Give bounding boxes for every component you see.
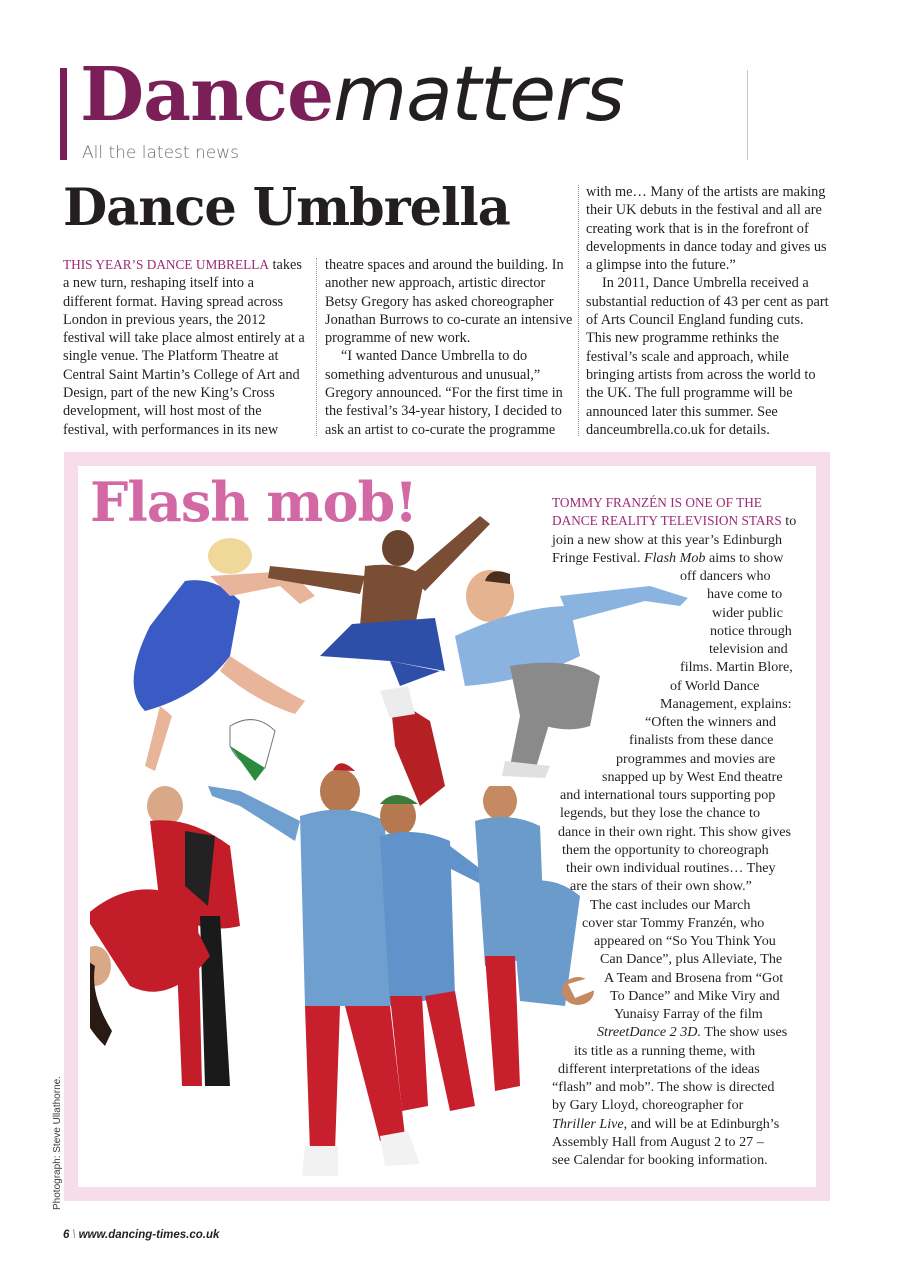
article-lead-in: THIS YEAR’S DANCE UMBRELLA — [63, 257, 269, 272]
flashmob-text-line: to — [781, 513, 797, 530]
flashmob-text-line: different interpretations of the ideas — [558, 1060, 760, 1077]
flashmob-title: Flash mob! — [90, 470, 417, 534]
masthead-accent-bar — [60, 68, 67, 160]
article-text: takes a new turn, reshaping itself into a different format. Having spread across London in previous years, the 2012 festival will take place almost entirely at a single venue. The Platform Theatre at Central Saint Martin’s College of Art and Design, part of the new King’s Cross development, will host most of the festival, with performances in its new — [63, 257, 305, 438]
flashmob-text-line: of World Dance — [670, 677, 760, 694]
flashmob-text-line: Can Dance”, plus Alleviate, The — [600, 951, 783, 968]
flashmob-text-line: StreetDance 2 3D. The show uses — [597, 1024, 788, 1041]
flashmob-article — [552, 494, 802, 1169]
flashmob-lead-in: DANCE REALITY TELEVISION STARS — [552, 513, 782, 529]
article-paragraph: theatre spaces and around the building. In another new approach, artistic director Betsy Gregory has asked choreographer Jonathan Burrows to co-curate an intensive programme of new work. — [325, 257, 573, 347]
column-divider — [578, 185, 579, 436]
flashmob-text-line: “Often the winners and — [645, 714, 777, 730]
article-paragraph: “I wanted Dance Umbrella to do something adventurous and unusual,” Gregory announced. “For the first time in the festival’s 34-year history, I decided to ask an artist to co-curate the programme — [325, 348, 563, 438]
footer-separator: \ — [72, 1229, 76, 1241]
flashmob-text-line: wider public — [712, 604, 783, 621]
italic-title: Flash Mob — [644, 549, 706, 566]
flashmob-text-line: The cast includes our March — [590, 896, 751, 913]
flashmob-text-line: join a new show at this year’s Edinburgh — [552, 531, 783, 548]
photo-credit: Photograph: Steve Ullathorne. — [52, 1076, 63, 1210]
flashmob-text-line: films. Martin Blore, — [680, 659, 793, 676]
flashmob-text-line: by Gary Lloyd, choreographer for — [552, 1097, 744, 1114]
flashmob-text-line: notice through — [710, 622, 792, 639]
masthead-title-italic: matters — [333, 49, 624, 138]
flashmob-text-line: its title as a running theme, with — [574, 1042, 756, 1059]
flashmob-text-line: off dancers who — [680, 568, 771, 584]
flashmob-lead-line — [552, 512, 802, 530]
flashmob-text-line: Yunaisy Farray of the film — [614, 1006, 763, 1022]
article-column-3 — [586, 183, 831, 439]
flashmob-text-line: Assembly Hall from August 2 to 27 – — [552, 1133, 764, 1150]
flashmob-text-line: see Calendar for booking information. — [552, 1152, 768, 1168]
flashmob-text-line: are the stars of their own show.” — [570, 878, 752, 895]
flashmob-text-line: legends, but they lose the chance to — [560, 805, 760, 822]
flashmob-lead-in: TOMMY FRANZÉN IS ONE OF THE — [552, 495, 762, 510]
flashmob-text-line: “flash” and mob”. The show is directed — [552, 1079, 775, 1095]
flashmob-text-line: dance in their own right. This show gives — [558, 823, 792, 840]
flashmob-text-line: television and — [709, 641, 788, 657]
masthead-title — [80, 49, 624, 138]
masthead-title-bold: Dance — [80, 52, 334, 138]
article-column-1 — [63, 256, 305, 439]
flashmob-text-line: Fringe Festival. Flash Mob aims to show — [552, 549, 784, 566]
article-paragraph: with me… Many of the artists are making their UK debuts in the festival and all are creating work that is in the forefront of developments in dance today and gives us a glimpse into the future.” — [586, 184, 827, 274]
article-paragraph — [63, 256, 305, 439]
italic-title: StreetDance 2 3D. — [597, 1024, 701, 1041]
flashmob-text-line: have come to — [707, 586, 783, 603]
flashmob-text-line: them the opportunity to choreograph — [562, 841, 769, 858]
flashmob-text-line: Thriller Live, and will be at Edinburgh’s — [552, 1115, 780, 1132]
flashmob-text-line: A Team and Brosena from “Got — [604, 969, 784, 986]
flashmob-text-line: finalists from these dance — [629, 732, 774, 749]
article-headline: Dance Umbrella — [63, 178, 510, 238]
flashmob-text-line: appeared on “So You Think You — [594, 933, 776, 949]
page-footer — [63, 1229, 219, 1241]
masthead-divider — [747, 70, 748, 160]
sneaker-icon — [380, 686, 415, 718]
flashmob-text-line: and international tours supporting pop — [560, 787, 776, 803]
flashmob-lead-line — [552, 494, 802, 512]
column-divider — [316, 258, 317, 436]
masthead-subtitle: All the latest news — [82, 143, 239, 163]
article-column-2 — [325, 256, 573, 439]
italic-title: Thriller Live — [552, 1115, 624, 1132]
flashmob-text-line: their own individual routines… They — [566, 860, 776, 876]
page-number: 6 — [63, 1229, 70, 1241]
flashmob-text-line: snapped up by West End theatre — [602, 768, 783, 785]
article-paragraph: In 2011, Dance Umbrella received a substantial reduction of 43 per cent as part of Arts Council England funding cuts. This new programme rethinks the festival’s scale and approach, while bringing artists from across the world to the UK. The full programme will be announced later this summer. See danceumbrella.co.uk for details. — [586, 275, 829, 438]
flashmob-text-line: cover star Tommy Franzén, who — [582, 914, 765, 931]
flashmob-text-line: programmes and movies are — [616, 750, 776, 767]
flashmob-text-line: Management, explains: — [660, 695, 792, 712]
flashmob-text-line: To Dance” and Mike Viry and — [610, 987, 780, 1004]
footer-url[interactable]: www.dancing-times.co.uk — [78, 1229, 220, 1241]
